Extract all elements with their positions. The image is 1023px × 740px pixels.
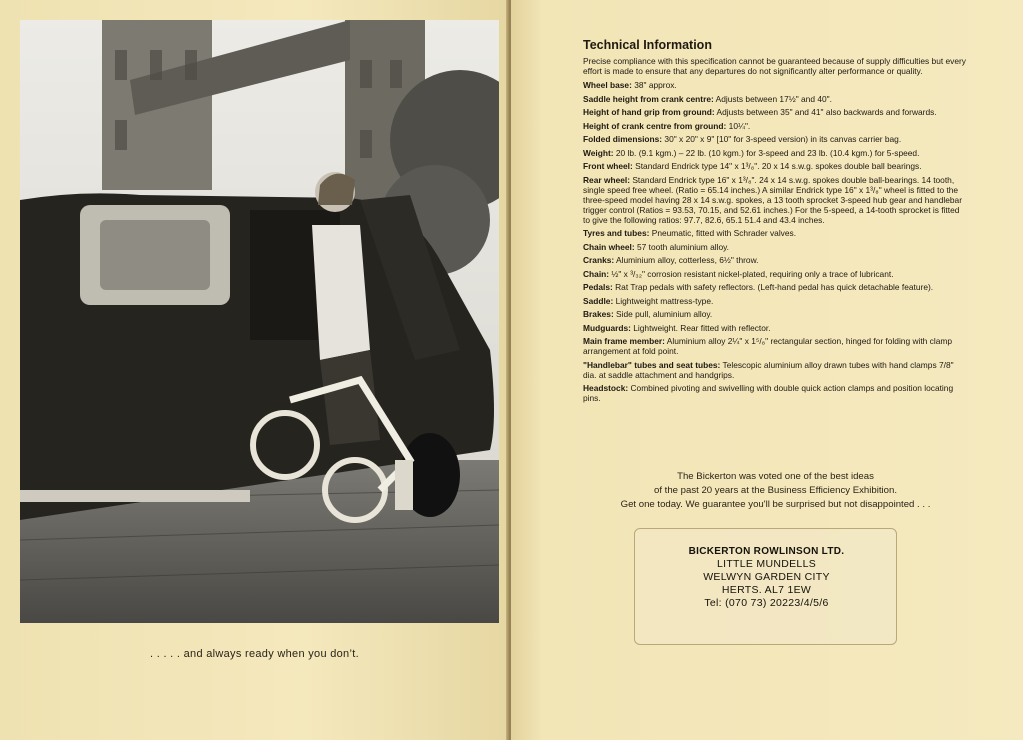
spec-label: Saddle height from crank centre: xyxy=(583,93,714,104)
spec-item xyxy=(583,121,968,131)
spec-value: Rat Trap pedals with safety reflectors. (Left-hand pedal has quick detachable feature). xyxy=(612,282,934,292)
promo-text xyxy=(583,470,968,512)
spec-label: Rear wheel: xyxy=(583,174,631,185)
spec-item xyxy=(583,296,968,306)
promo-line: Get one today. We guarantee you'll be surprised but not disappointed . . . xyxy=(620,499,931,510)
spec-value: 20 lb. (9.1 kgm.) – 22 lb. (10 kgm.) for 3-speed and 23 lb. (10.4 kgm.) for 5-speed. xyxy=(613,147,920,158)
spec-label: Brakes: xyxy=(583,309,614,319)
promo-line: of the past 20 years at the Business Efficiency Exhibition. xyxy=(653,485,897,496)
spec-item xyxy=(583,282,968,292)
left-page xyxy=(0,0,509,740)
technical-information xyxy=(583,38,968,407)
spec-item xyxy=(583,161,968,171)
company-name: BICKERTON ROWLINSON LTD. xyxy=(688,546,845,557)
spec-value: 30" x 20" x 9" [10" for 3-speed version) in its canvas carrier bag. xyxy=(662,134,902,144)
spec-item xyxy=(583,336,968,356)
spec-item xyxy=(583,255,968,265)
spec-value: 57 tooth aluminium alloy. xyxy=(634,241,730,252)
spec-value: Aluminium alloy, cotterless, 6½" throw. xyxy=(614,255,759,265)
spec-label: Main frame member: xyxy=(583,336,665,346)
spec-label: Chain: xyxy=(583,268,610,279)
spec-label: Folded dimensions: xyxy=(583,134,663,144)
spec-item xyxy=(583,242,968,252)
spec-value: Pneumatic, fitted with Schrader valves. xyxy=(649,228,797,238)
section-heading: Technical Information xyxy=(583,38,712,52)
spec-item xyxy=(583,134,968,144)
spec-value: Side pull, aluminium alloy. xyxy=(613,309,713,319)
spec-item xyxy=(583,148,968,158)
spec-value: 10¼". xyxy=(726,120,751,131)
photo-illustration xyxy=(20,20,499,623)
spec-label: Pedals: xyxy=(583,282,613,292)
spec-list xyxy=(583,80,968,403)
taxi-trim xyxy=(20,490,250,502)
spec-label: "Handlebar" tubes and seat tubes: xyxy=(583,359,721,370)
address-line: LITTLE MUNDELLS xyxy=(716,558,817,570)
spec-value: Standard Endrick type 14" x 1³/₈". 20 x 14 s.w.g. spokes double ball bearings. xyxy=(632,161,922,171)
spec-item xyxy=(583,323,968,333)
spec-label: Front wheel: xyxy=(583,161,633,171)
spec-value: Adjusts between 35" and 41" also backwards and forwards. xyxy=(714,107,937,117)
photo-caption: . . . . . and always ready when you don’t. xyxy=(150,648,359,660)
spec-item xyxy=(583,94,968,104)
spec-label: Headstock: xyxy=(583,383,629,393)
phone-number: Tel: (070 73) 20223/4/5/6 xyxy=(704,597,829,609)
spec-item xyxy=(583,80,968,90)
spec-label: Wheel base: xyxy=(583,80,632,90)
photo-woman-with-folding-bike xyxy=(20,20,499,623)
spec-label: Height of crank centre from ground: xyxy=(583,120,727,131)
promo-line: The Bickerton was voted one of the best ideas xyxy=(677,471,874,482)
spec-label: Weight: xyxy=(583,147,614,158)
spec-value: Standard Endrick type 16" x 1³/₈". 24 x 14 s.w.g. spokes double ball-bearings. 14 tooth, single speed free wheel. (Ratio = 65.14 inches.) A similar Endrick type 16" x 1³/₈" wheel is fitted to the three-speed model having 28 x 14 s.w.g. spokes, a 13 tooth sprocket 3-speed hub gear and handlebar trigger control (Ratios = 93.53, 70.15, and 52.61 inches.) For the 5-speed, a 14-tooth sprocket is fitted to give the following ratios: 97.7, 82.6, 65.1 51.4 and 43.4 inches. xyxy=(583,174,962,225)
spec-label: Tyres and tubes: xyxy=(583,228,650,238)
woman-torso xyxy=(312,225,370,360)
dealer-address xyxy=(679,545,854,610)
spec-item xyxy=(583,360,968,380)
intro-paragraph: Precise compliance with this specification cannot be guaranteed because of supply difficulties but every effort is made to ensure that any departures do not significantly alter performance or quality. xyxy=(583,56,966,76)
spec-value: Lightweight mattress-type. xyxy=(613,295,714,306)
spec-value: 38" approx. xyxy=(631,80,677,90)
spec-item xyxy=(583,228,968,238)
spec-value: Combined pivoting and swivelling with double quick action clamps and position locating pins. xyxy=(583,383,954,403)
spec-label: Height of hand grip from ground: xyxy=(583,107,715,117)
spec-label: Chain wheel: xyxy=(583,241,635,252)
spec-item xyxy=(583,269,968,279)
spec-value: Aluminium alloy 2¼" x 1⁵/₈" rectangular section, hinged for folding with clamp arrangement at fold point. xyxy=(583,336,953,356)
address-line: WELWYN GARDEN CITY xyxy=(703,571,830,583)
address-line: HERTS. AL7 1EW xyxy=(721,584,812,596)
bike-saddle-post xyxy=(395,460,413,510)
spec-item xyxy=(583,107,968,117)
spec-label: Cranks: xyxy=(583,255,615,265)
spec-value: ½" x ³/₃₂" corrosion resistant nickel-plated, requiring only a trace of lubricant. xyxy=(609,268,894,279)
spec-value: Telescopic aluminium alloy drawn tubes with hand clamps 7/8" dia. at saddle attachment and handgrips. xyxy=(583,359,954,380)
spec-item xyxy=(583,309,968,319)
spec-value: Adjusts between 17½" and 40". xyxy=(713,93,832,104)
spec-item xyxy=(583,175,968,225)
spec-label: Saddle: xyxy=(583,295,614,306)
spec-label: Mudguards: xyxy=(583,322,631,333)
spec-item xyxy=(583,383,968,403)
spec-value: Lightweight. Rear fitted with reflector. xyxy=(630,322,771,333)
